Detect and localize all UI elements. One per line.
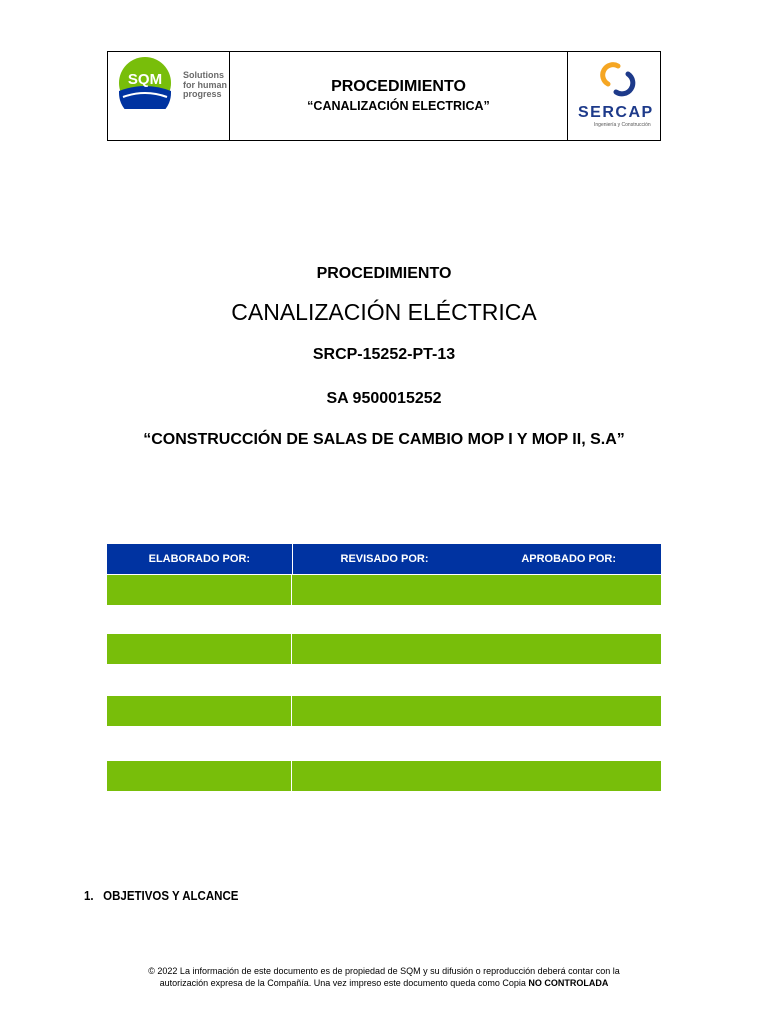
sqm-tagline-line: progress xyxy=(183,89,222,99)
signature-cell xyxy=(107,634,292,664)
sa-number: SA 9500015252 xyxy=(326,390,442,407)
signature-cell xyxy=(107,761,292,791)
signature-row xyxy=(107,696,661,726)
signature-row xyxy=(107,634,661,664)
signature-cell xyxy=(292,634,661,664)
header-revisado: REVISADO POR: xyxy=(340,553,429,565)
header-title-block xyxy=(230,52,568,140)
signature-cell xyxy=(292,575,661,605)
signature-table xyxy=(107,544,661,574)
header-title: PROCEDIMIENTO xyxy=(331,78,466,95)
footer-line: © 2022 La información de este documento es de propiedad de SQM y su difusión o reproducción deberá contar con la xyxy=(148,966,620,976)
sercap-tagline: Ingeniería y Construcción xyxy=(594,122,651,128)
sqm-tagline-line: Solutions xyxy=(183,70,224,80)
sercap-logo xyxy=(568,52,660,140)
sqm-logo xyxy=(108,52,230,140)
sqm-badge-icon xyxy=(119,57,171,109)
sqm-tagline-line: for human xyxy=(183,79,227,90)
cover-label: PROCEDIMIENTO xyxy=(316,265,452,282)
signature-cell xyxy=(292,696,661,726)
cover-title: CANALIZACIÓN ELÉCTRICA xyxy=(231,299,537,325)
document-code: SRCP-15252-PT-13 xyxy=(312,346,456,363)
document-header xyxy=(107,51,661,141)
section-heading-objetivos: 1. OBJETIVOS Y ALCANCE xyxy=(84,889,239,903)
signature-row xyxy=(107,761,661,791)
signature-cell xyxy=(292,761,661,791)
footer-text: autorización expresa de la Compañía. Una vez impreso este documento queda como Copia xyxy=(159,978,529,988)
signature-cell xyxy=(107,575,292,605)
sercap-wordmark: SERCAP xyxy=(578,104,654,121)
signature-row xyxy=(107,575,661,605)
footer-notice xyxy=(0,965,768,989)
footer-line xyxy=(0,977,768,989)
header-elaborado: ELABORADO POR: xyxy=(107,544,293,574)
header-subtitle: “CANALIZACIÓN ELECTRICA” xyxy=(307,99,490,113)
sqm-tagline xyxy=(183,71,227,100)
project-name: “CONSTRUCCIÓN DE SALAS DE CAMBIO MOP I Y MOP II, S.A” xyxy=(143,431,625,448)
sqm-badge-text: SQM xyxy=(127,71,163,88)
signature-cell xyxy=(107,696,292,726)
sercap-mark-icon xyxy=(598,62,638,98)
footer-bold-text: NO CONTROLADA xyxy=(528,978,609,988)
header-aprobado: APROBADO POR: xyxy=(521,553,617,565)
signature-header-row xyxy=(107,544,661,574)
